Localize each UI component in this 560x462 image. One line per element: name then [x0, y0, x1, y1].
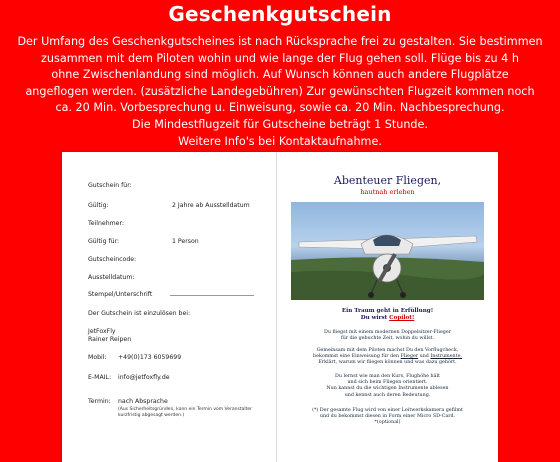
- paragraph-3: [289, 374, 486, 399]
- intro-text: [14, 34, 546, 150]
- paragraph-line: Nun kannst du die wichtigen Instrumente ablesen: [326, 386, 449, 392]
- term-note: kurzfristig abgesagt werden.): [118, 413, 185, 418]
- voucher-card: [62, 152, 498, 462]
- paragraph-line: und sich beim Fliegen orientiert.: [347, 380, 428, 386]
- paragraph-line: und du bekommst diesen in Form einer Micro SD-Card.: [319, 414, 456, 420]
- field-label-recipient: Gutschein für:: [88, 182, 132, 189]
- intro-line: zusammen mit dem Piloten wohin und wie lange der Flug gehen soll. Flüge bis zu 4 h: [41, 51, 519, 65]
- signature-line: [170, 295, 254, 296]
- company-name: JetFoxFly: [88, 328, 116, 335]
- redeem-label: Der Gutschein ist einzulösen bei:: [88, 310, 191, 317]
- paragraph-4: [289, 408, 486, 427]
- paragraph-1: [289, 330, 486, 342]
- mobile-number: +49(0)173 6059699: [118, 354, 182, 361]
- field-label-signature: Stempel/Unterschrift: [88, 291, 153, 298]
- page-title: Geschenkgutschein: [168, 2, 392, 26]
- paragraph-line: *(optional): [374, 420, 401, 426]
- paragraph-line: und kennst auch deren Bedeutung.: [344, 392, 431, 398]
- paragraph-line: für die gebuchte Zeit, wohin du willst.: [340, 336, 434, 342]
- field-label-participant: Teilnehmer:: [88, 220, 124, 227]
- dream-line-2: [289, 315, 486, 321]
- airplane-photo: [291, 202, 484, 300]
- intro-line: ohne Zwischenlandung sind möglich. Auf Wunsch können auch andere Flugplätze: [51, 68, 509, 82]
- dream-text: Du wirst: [360, 315, 390, 321]
- paragraph-text: und: [418, 354, 431, 360]
- email-address: info@jetfoxfly.de: [118, 374, 170, 381]
- intro-line: Weitere Info's bei Kontaktaufnahme.: [178, 134, 382, 148]
- paragraph-line: Erklärt, warum wir fliegen können und was dazu gehört.: [318, 360, 457, 366]
- field-value-valid-for: 1 Person: [172, 238, 199, 245]
- paragraph-line: (*) Der gesamte Flug wird von einer Leitwerkskamera gefilmt: [312, 408, 463, 413]
- field-label-valid-for: Gültig für:: [88, 238, 120, 245]
- copilot-highlight: Copilot!: [389, 315, 415, 321]
- flieger-link-text: Flieger: [400, 354, 419, 360]
- term-value: nach Absprache: [118, 398, 168, 405]
- voucher-left-page: [62, 152, 276, 462]
- intro-line: Der Umfang des Geschenkgutscheines ist nach Rücksprache frei zu gestalten. Sie bestimmen: [17, 35, 543, 48]
- voucher-right-page: [277, 152, 498, 462]
- mobile-label: Mobil:: [88, 354, 107, 361]
- airplane-illustration: [291, 202, 484, 300]
- intro-line: angeflogen werden. (zusätzliche Landegebühren) Zur gewünschten Flugzeit kommen noch: [25, 84, 535, 98]
- paragraph-text: bekommst eine Einweisung für den: [313, 354, 401, 360]
- paragraph-line: Du lernst wie man den Kurs, Flughöhe hält: [335, 374, 440, 379]
- paragraph-line: Gemeinsam mit dem Piloten machst Du den Vorflugcheck,: [316, 348, 459, 353]
- instrumente-link-text: Instrumente,: [430, 354, 462, 360]
- intro-line: ca. 20 Min. Vorbesprechung u. Einweisung, sowie ca. 20 Min. Nachbesprechung.: [55, 101, 505, 115]
- paragraph-line: Du fliegst mit einem modernen Doppelsitzer-Flieger: [324, 330, 451, 335]
- intro-line: Die Mindestflugzeit für Gutscheine beträgt 1 Stunde.: [132, 117, 428, 131]
- field-label-code: Gutscheincode:: [88, 256, 137, 263]
- voucher-subtitle: hautnah erleben: [360, 188, 415, 196]
- email-label: E-MAIL:: [88, 374, 112, 381]
- dream-line-1: Ein Traum geht in Erfüllung!: [341, 308, 434, 314]
- term-note: (Aus Sicherheitsgründen, kann ein Termin vom Veranstalter: [118, 407, 253, 412]
- term-label: Termin:: [88, 398, 111, 405]
- field-label-valid: Gültig:: [88, 202, 109, 209]
- contact-person: Rainer Reipen: [88, 336, 132, 343]
- voucher-title: Abenteuer Fliegen,: [333, 174, 442, 187]
- paragraph-2: [289, 348, 486, 367]
- field-value-valid: 2 Jahre ab Ausstelldatum: [172, 202, 250, 209]
- field-label-issue-date: Ausstelldatum:: [88, 274, 135, 281]
